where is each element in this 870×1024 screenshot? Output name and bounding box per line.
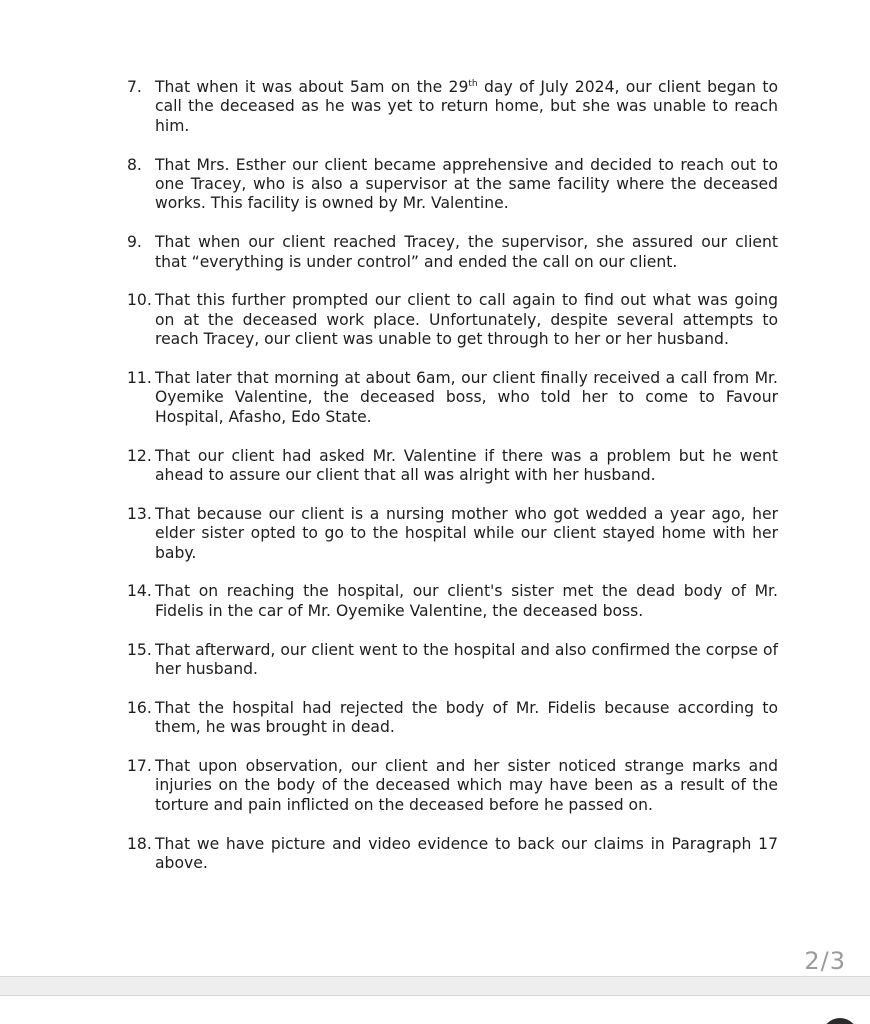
- viewer-bottom-area: [0, 996, 870, 1024]
- paragraph-text: That this further prompted our client to call again to find out what was going on at the deceased work place. Unfortunately, despite several attempts to reach Tracey, our client was unable to get through to her or her husband.: [155, 291, 778, 349]
- page-separator-bar: [0, 976, 870, 996]
- paragraph-text: That upon observation, our client and her sister noticed strange marks and injuries on the body of the deceased which may have been as a result of the torture and pain inflicted on the deceased before he passed on.: [155, 757, 778, 814]
- paragraph-text: That our client had asked Mr. Valentine if there was a problem but he went ahead to assure our client that all was alright with her husband.: [155, 446, 778, 485]
- paragraph-number: 7.: [127, 78, 142, 96]
- page-indicator: 2/3: [804, 947, 846, 975]
- paragraph-number: 8.: [127, 155, 142, 174]
- paragraph-number: 18.: [127, 834, 152, 853]
- paragraph-9: [127, 233, 778, 272]
- paragraph-15: [127, 641, 778, 680]
- paragraph-text: That afterward, our client went to the hospital and also confirmed the corpse of her husband.: [155, 640, 778, 679]
- paragraph-10: [127, 291, 778, 349]
- paragraph-18: [127, 835, 778, 874]
- paragraph-number: 17.: [127, 757, 152, 776]
- paragraph-13: [127, 505, 778, 563]
- paragraph-text: That we have picture and video evidence to back our claims in Paragraph 17 above.: [155, 834, 778, 873]
- paragraph-7: [127, 78, 778, 136]
- paragraph-11: [127, 369, 778, 427]
- paragraph-text: That on reaching the hospital, our client's sister met the dead body of Mr. Fidelis in the car of Mr. Oyemike Valentine, the deceased boss.: [155, 582, 778, 620]
- paragraph-8: [127, 156, 778, 214]
- paragraph-number: 16.: [127, 698, 152, 717]
- paragraph-number: 11.: [127, 369, 152, 388]
- paragraph-number: 14.: [127, 582, 152, 601]
- paragraph-number: 12.: [127, 446, 152, 465]
- paragraph-number: 15.: [127, 640, 152, 659]
- ordinal-suffix: th: [468, 79, 478, 89]
- paragraph-text: That Mrs. Esther our client became apprehensive and decided to reach out to one Tracey, who is also a supervisor at the same facility where the deceased works. This facility is owned by Mr. Valentine.: [155, 155, 778, 213]
- paragraph-16: [127, 699, 778, 738]
- paragraph-number: 10.: [127, 291, 152, 310]
- paragraph-text: That when our client reached Tracey, the supervisor, she assured our client that “everything is under control” and ended the call on our client.: [155, 233, 778, 271]
- numbered-paragraph-list: [127, 78, 778, 893]
- paragraph-text: That when it was about 5am on the 29th day of July 2024, our client began to call the deceased as he was yet to return home, but she was unable to reach him.: [155, 78, 778, 135]
- paragraph-17: [127, 757, 778, 815]
- paragraph-12: [127, 447, 778, 486]
- paragraph-14: [127, 582, 778, 621]
- paragraph-number: 13.: [127, 504, 152, 523]
- paragraph-text: That because our client is a nursing mother who got wedded a year ago, her elder sister opted to go to the hospital while our client stayed home with her baby.: [155, 504, 778, 562]
- paragraph-number: 9.: [127, 233, 142, 252]
- paragraph-text: That later that morning at about 6am, our client finally received a call from Mr. Oyemike Valentine, the deceased boss, who told her to come to Favour Hospital, Afasho, Edo State.: [155, 369, 778, 426]
- paragraph-text: That the hospital had rejected the body of Mr. Fidelis because according to them, he was brought in dead.: [155, 698, 778, 737]
